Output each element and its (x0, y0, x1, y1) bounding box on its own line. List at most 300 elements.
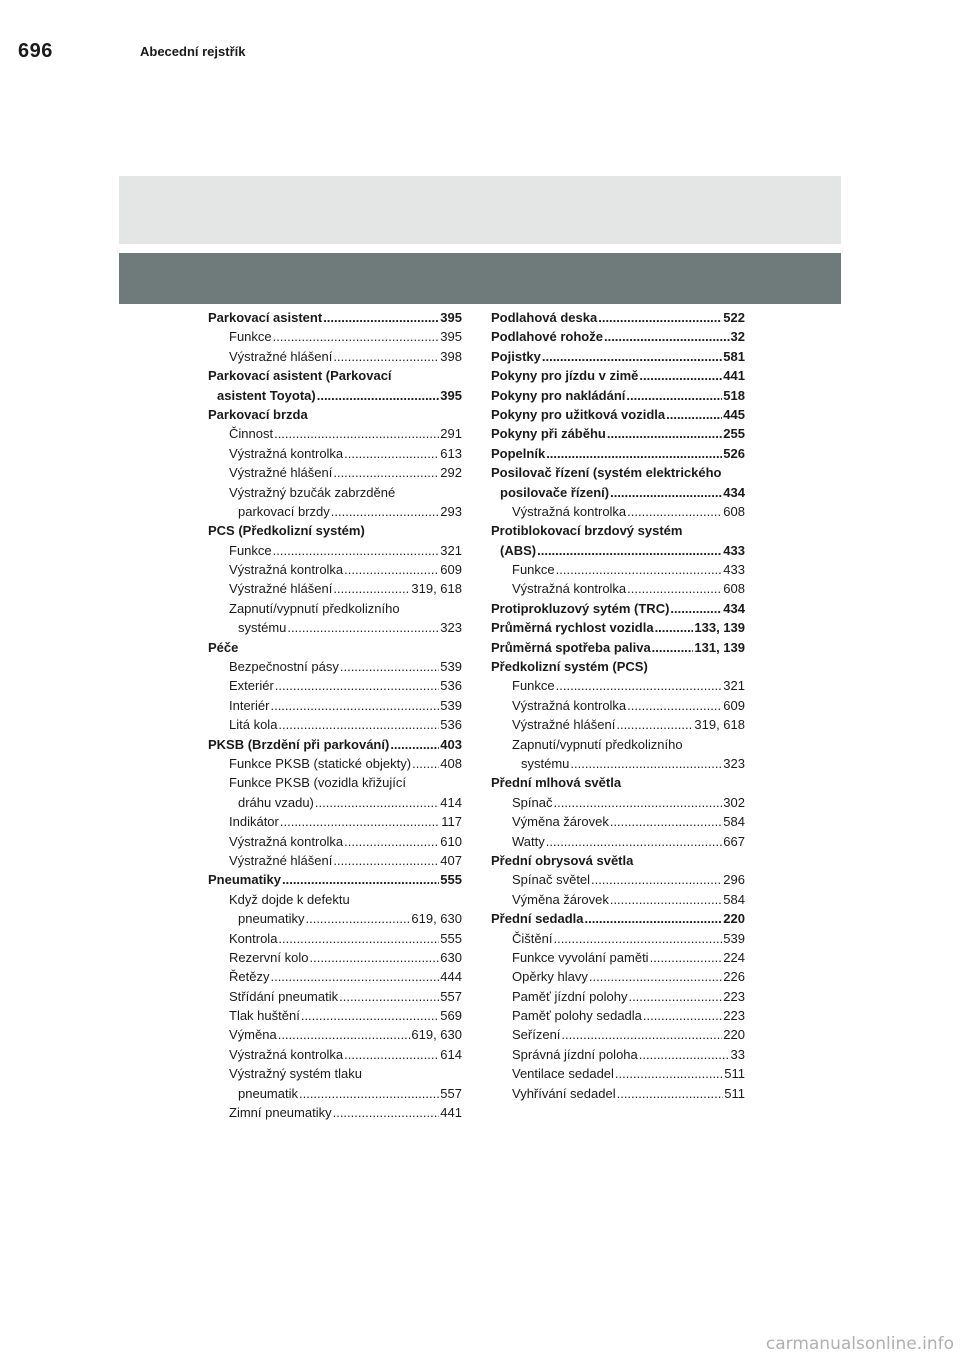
page-reference: 403 (440, 736, 462, 752)
index-subentry (208, 715, 462, 734)
index-subentry (208, 696, 462, 715)
entry-label: Čištění (512, 930, 553, 946)
index-subentry (491, 890, 745, 909)
page-reference: 117 (441, 814, 462, 830)
page-reference: 557 (440, 1085, 462, 1101)
entry-label: Funkce (229, 542, 272, 558)
index-subentry (491, 696, 745, 715)
entry-label: PCS (Předkolizní systém) (208, 523, 365, 539)
dot-leader (537, 541, 722, 560)
section-title: Abecední rejstřík (140, 44, 246, 59)
index-subentry (491, 870, 745, 889)
entry-label: Správná jízdní poloha (512, 1046, 638, 1062)
dot-leader (610, 890, 722, 909)
entry-label: Když dojde k defektu (229, 891, 350, 907)
entry-label: Výstražná kontrolka (512, 697, 627, 713)
entry-label: Výstražná kontrolka (229, 833, 344, 849)
dot-leader (650, 948, 723, 967)
entry-label: Podlahová deska (491, 310, 598, 325)
page-reference: 321 (440, 542, 462, 558)
index-subentry (491, 1064, 745, 1083)
dot-leader (546, 444, 722, 463)
dot-leader (604, 327, 730, 346)
entry-label: Zimní pneumatiky (229, 1105, 332, 1121)
entry-label: Posilovač řízení (systém elektrického (491, 465, 722, 481)
page-reference: 33 (730, 1046, 745, 1062)
dot-leader (315, 793, 439, 812)
page-reference: 630 (440, 949, 462, 965)
page-reference: 445 (723, 406, 745, 422)
dot-leader (344, 560, 439, 579)
index-entry (491, 405, 745, 424)
page-reference: 398 (440, 348, 462, 364)
index-subentry (208, 541, 462, 560)
dot-leader (340, 657, 439, 676)
entry-label: Výstražná kontrolka (229, 562, 344, 578)
dot-leader (652, 638, 694, 657)
page-reference: 609 (440, 562, 462, 578)
entry-label: Funkce PKSB (vozidla křižující (229, 775, 407, 791)
page-reference: 434 (723, 484, 745, 500)
index-subentry (208, 347, 462, 366)
index-subentry (491, 502, 745, 521)
index-entry (491, 773, 745, 792)
dot-leader (270, 967, 439, 986)
page-reference: 226 (723, 969, 745, 985)
section-tab-bar (119, 253, 841, 304)
dot-leader (278, 929, 439, 948)
dot-leader (333, 851, 439, 870)
entry-label: Funkce (512, 562, 555, 578)
index-entry (491, 366, 745, 385)
entry-label: Bezpečnostní pásy (229, 659, 339, 675)
index-entry (208, 386, 462, 405)
dot-leader (615, 1064, 723, 1083)
dot-leader (639, 1045, 730, 1064)
index-subentry (208, 890, 462, 909)
entry-label: Výměna (229, 1027, 277, 1043)
page-reference: 434 (723, 600, 745, 616)
entry-label: Výstražná kontrolka (229, 445, 344, 461)
page-reference: 610 (440, 833, 462, 849)
entry-label: posilovače řízení) (500, 484, 610, 500)
index-subentry (491, 1045, 745, 1064)
entry-label: Funkce (229, 329, 272, 345)
page-reference: 614 (440, 1046, 462, 1062)
page-reference: 321 (723, 678, 745, 694)
page-header (119, 176, 841, 244)
entry-label: Přední mlhová světla (491, 775, 622, 791)
index-subentry (491, 793, 745, 812)
entry-label: Průměrná rychlost vozidla (491, 620, 654, 636)
entry-label: Pneumatiky (208, 872, 281, 888)
dot-leader (556, 676, 723, 695)
dot-leader (323, 308, 439, 327)
entry-label: Parkovací asistent (Parkovací (208, 368, 392, 384)
page-reference: 584 (723, 891, 745, 907)
entry-label: Výstražné hlášení (229, 852, 333, 868)
entry-label: Výstražný systém tlaku (229, 1066, 362, 1082)
dot-leader (542, 347, 722, 366)
index-subentry (491, 987, 745, 1006)
entry-label: Výměna žárovek (512, 891, 609, 907)
page-reference: 557 (440, 988, 462, 1004)
entry-label: Ventilace sedadel (512, 1066, 614, 1082)
dot-leader (282, 870, 439, 889)
dot-leader (627, 502, 722, 521)
entry-label: Funkce (512, 678, 555, 694)
entry-label: Výstražný bzučák zabrzděné (229, 484, 396, 500)
index-subentry (208, 832, 462, 851)
index-entry (208, 735, 462, 754)
page-reference: 220 (723, 911, 745, 927)
index-subentry (491, 832, 745, 851)
index-entry (491, 444, 745, 463)
entry-label: parkovací brzdy (238, 503, 330, 519)
entry-label: Spínač (512, 794, 553, 810)
dot-leader (280, 812, 440, 831)
dot-leader (627, 696, 722, 715)
dot-leader (344, 1045, 439, 1064)
dot-leader (616, 715, 693, 734)
dot-leader (317, 386, 440, 405)
page-reference: 539 (723, 930, 745, 946)
entry-label: Střídání pneumatik (229, 988, 339, 1004)
dot-leader (639, 366, 722, 385)
dot-leader (333, 579, 410, 598)
entry-label: Pojistky (491, 348, 541, 364)
index-subentry (208, 502, 462, 521)
entry-label: dráhu vzadu) (238, 794, 314, 810)
index-subentry (208, 463, 462, 482)
dot-leader (561, 1025, 722, 1044)
index-subentry (491, 1084, 745, 1103)
index-entry (208, 366, 462, 385)
entry-label: PKSB (Brzdění při parkování) (208, 736, 390, 752)
index-subentry (208, 676, 462, 695)
index-entry (491, 327, 745, 346)
index-entry (491, 638, 745, 657)
index-subentry (491, 676, 745, 695)
dot-leader (270, 696, 439, 715)
index-subentry (491, 715, 745, 734)
entry-label: (ABS) (500, 542, 537, 558)
entry-label: Seřízení (512, 1027, 561, 1043)
entry-label: Předkolizní systém (PCS) (491, 659, 648, 675)
dot-leader (305, 909, 410, 928)
dot-leader (610, 483, 722, 502)
entry-label: Protiprokluzový sytém (TRC) (491, 600, 670, 616)
page-reference: 319, 618 (411, 581, 462, 597)
entry-label: Exteriér (229, 678, 274, 694)
dot-leader (333, 1103, 440, 1122)
page-reference: 319, 618 (694, 717, 745, 733)
dot-leader (339, 987, 439, 1006)
entry-label: Funkce PKSB (statické objekty) (229, 755, 412, 771)
page-reference: 433 (723, 542, 745, 558)
dot-leader (309, 948, 439, 967)
dot-leader (570, 754, 722, 773)
watermark: carmanualsonline.info (765, 1334, 954, 1354)
page-reference: 323 (440, 620, 462, 636)
page-reference: 441 (723, 368, 745, 384)
index-subentry (208, 1045, 462, 1064)
page-reference: 555 (440, 872, 462, 888)
entry-label: Činnost (229, 426, 274, 442)
page-reference: 511 (724, 1085, 745, 1101)
index-entry (491, 386, 745, 405)
dot-leader (607, 424, 722, 443)
dot-leader (274, 424, 439, 443)
dot-leader (589, 967, 722, 986)
index-subentry (208, 754, 462, 773)
entry-label: Opěrky hlavy (512, 969, 588, 985)
index-subentry (491, 1006, 745, 1025)
page-reference: 302 (723, 794, 745, 810)
page-reference: 619, 630 (411, 1027, 462, 1043)
entry-label: asistent Toyota) (217, 387, 316, 403)
entry-label: Pokyny pro užitková vozidla (491, 406, 666, 422)
entry-label: Výměna žárovek (512, 814, 609, 830)
page-reference: 441 (440, 1105, 462, 1121)
index-subentry (208, 1064, 462, 1083)
dot-leader (333, 347, 439, 366)
dot-leader (626, 386, 722, 405)
page-reference: 555 (440, 930, 462, 946)
index-subentry (208, 851, 462, 870)
dot-leader (553, 793, 722, 812)
dot-leader (278, 1025, 411, 1044)
index-subentry (491, 948, 745, 967)
page-reference: 395 (440, 329, 462, 345)
page-reference: 414 (440, 794, 462, 810)
index-subentry (208, 987, 462, 1006)
page-reference: 323 (723, 755, 745, 771)
page-reference: 407 (440, 852, 462, 868)
index-column-right (491, 308, 745, 1103)
page-reference: 584 (723, 814, 745, 830)
page-reference: 220 (723, 1027, 745, 1043)
entry-label: Parkovací asistent (208, 310, 323, 325)
page-reference: 526 (723, 445, 745, 461)
entry-label: Watty (512, 833, 545, 849)
page-number: 696 (18, 40, 53, 62)
index-subentry (208, 1103, 462, 1122)
index-subentry (491, 929, 745, 948)
page-reference: 408 (440, 755, 462, 771)
entry-label: Výstražné hlášení (229, 465, 333, 481)
page-reference: 581 (723, 348, 745, 364)
page-reference: 223 (723, 988, 745, 1004)
entry-label: Funkce vyvolání paměti (512, 949, 649, 965)
page-reference: 223 (723, 1008, 745, 1024)
entry-label: Protiblokovací brzdový systém (491, 523, 683, 539)
page-reference: 433 (723, 562, 745, 578)
entry-label: systému (521, 755, 570, 771)
entry-label: Přední obrysová světla (491, 852, 634, 868)
entry-label: Paměť jízdní polohy (512, 988, 628, 1004)
index-subentry (208, 1025, 462, 1044)
page-reference: 608 (723, 503, 745, 519)
index-subentry (208, 560, 462, 579)
index-subentry (208, 599, 462, 618)
dot-leader (287, 618, 439, 637)
entry-label: Přední sedadla (491, 911, 584, 927)
page-reference: 536 (440, 717, 462, 733)
dot-leader (299, 1084, 439, 1103)
dot-leader (627, 579, 722, 598)
index-entry (491, 657, 745, 676)
index-column-left (208, 308, 462, 1122)
index-entry (491, 347, 745, 366)
dot-leader (344, 444, 439, 463)
entry-label: Tlak huštění (229, 1008, 300, 1024)
page-reference: 296 (723, 872, 745, 888)
index-entry (491, 308, 745, 327)
page-reference: 255 (723, 426, 745, 442)
page-reference: 292 (440, 465, 462, 481)
page-reference: 32 (730, 329, 745, 345)
index-entry (208, 870, 462, 889)
index-subentry (491, 967, 745, 986)
page-reference: 522 (723, 310, 745, 325)
dot-leader (617, 1084, 724, 1103)
entry-label: Výstražná kontrolka (229, 1046, 344, 1062)
dot-leader (670, 599, 722, 618)
page-reference: 539 (440, 659, 462, 675)
index-entry (491, 541, 745, 560)
dot-leader (546, 832, 723, 851)
index-entry (208, 638, 462, 657)
entry-label: Rezervní kolo (229, 949, 309, 965)
index-entry (208, 521, 462, 540)
dot-leader (584, 909, 722, 928)
entry-label: Podlahové rohože (491, 329, 603, 345)
index-entry (491, 618, 745, 637)
page-reference: 569 (440, 1008, 462, 1024)
page-reference: 291 (440, 426, 462, 442)
dot-leader (412, 754, 439, 773)
page-reference: 667 (723, 833, 745, 849)
dot-leader (273, 541, 440, 560)
entry-label: pneumatiky (238, 911, 305, 927)
index-subentry (208, 929, 462, 948)
page-reference: 518 (723, 387, 745, 403)
index-entry (491, 483, 745, 502)
dot-leader (655, 618, 694, 637)
index-entry (491, 463, 745, 482)
entry-label: Parkovací brzda (208, 406, 308, 422)
page-reference: 131, 139 (694, 639, 745, 655)
entry-label: Výstražné hlášení (512, 717, 616, 733)
entry-label: Indikátor (229, 814, 279, 830)
index-subentry (208, 618, 462, 637)
index-entry (208, 308, 462, 327)
index-entry (491, 909, 745, 928)
dot-leader (628, 987, 722, 1006)
dot-leader (610, 812, 722, 831)
page-reference: 444 (440, 969, 462, 985)
entry-label: Průměrná spotřeba paliva (491, 639, 651, 655)
dot-leader (301, 1006, 439, 1025)
dot-leader (666, 405, 722, 424)
index-subentry (208, 483, 462, 502)
index-subentry (491, 560, 745, 579)
dot-leader (390, 735, 439, 754)
index-subentry (208, 793, 462, 812)
dot-leader (278, 715, 439, 734)
page-reference: 133, 139 (694, 620, 745, 636)
entry-label: Paměť polohy sedadla (512, 1008, 642, 1024)
entry-label: Vyhřívání sedadel (512, 1085, 616, 1101)
entry-label: Kontrola (229, 930, 278, 946)
index-subentry (491, 812, 745, 831)
entry-label: Popelník (491, 445, 546, 461)
dot-leader (553, 929, 722, 948)
entry-label: Pokyny při záběhu (491, 426, 606, 442)
index-subentry (208, 967, 462, 986)
dot-leader (556, 560, 723, 579)
entry-label: Spínač světel (512, 872, 591, 888)
index-subentry (208, 948, 462, 967)
index-subentry (208, 909, 462, 928)
page-reference: 609 (723, 697, 745, 713)
dot-leader (591, 870, 722, 889)
entry-label: Litá kola (229, 717, 278, 733)
dot-leader (273, 327, 440, 346)
dot-leader (344, 832, 439, 851)
page-reference: 613 (440, 445, 462, 461)
index-entry (491, 599, 745, 618)
index-subentry (491, 579, 745, 598)
page-reference: 536 (440, 678, 462, 694)
page-reference: 293 (440, 503, 462, 519)
index-subentry (208, 812, 462, 831)
entry-label: Výstražné hlášení (229, 348, 333, 364)
entry-label: Interiér (229, 697, 270, 713)
index-entry (491, 851, 745, 870)
index-subentry (208, 444, 462, 463)
entry-label: Výstražná kontrolka (512, 503, 627, 519)
index-subentry (491, 754, 745, 773)
index-subentry (208, 327, 462, 346)
index-subentry (208, 773, 462, 792)
index-subentry (208, 1006, 462, 1025)
page-reference: 511 (724, 1066, 745, 1082)
index-entry (491, 521, 745, 540)
entry-label: Řetězy (229, 969, 270, 985)
index-subentry (208, 1084, 462, 1103)
index-subentry (208, 579, 462, 598)
entry-label: Zapnutí/vypnutí předkolizního (512, 736, 683, 752)
index-subentry (491, 735, 745, 754)
entry-label: Výstražné hlášení (229, 581, 333, 597)
dot-leader (275, 676, 440, 695)
index-entry (208, 405, 462, 424)
entry-label: Výstražná kontrolka (512, 581, 627, 597)
dot-leader (331, 502, 440, 521)
page-reference: 608 (723, 581, 745, 597)
page-reference: 224 (723, 949, 745, 965)
dot-leader (643, 1006, 722, 1025)
entry-label: Pokyny pro nakládání (491, 387, 626, 403)
dot-leader (598, 308, 722, 327)
entry-label: Zapnutí/vypnutí předkolizního (229, 600, 400, 616)
entry-label: pneumatik (238, 1085, 298, 1101)
index-entry (491, 424, 745, 443)
page-reference: 619, 630 (411, 911, 462, 927)
entry-label: Pokyny pro jízdu v zimě (491, 368, 639, 384)
